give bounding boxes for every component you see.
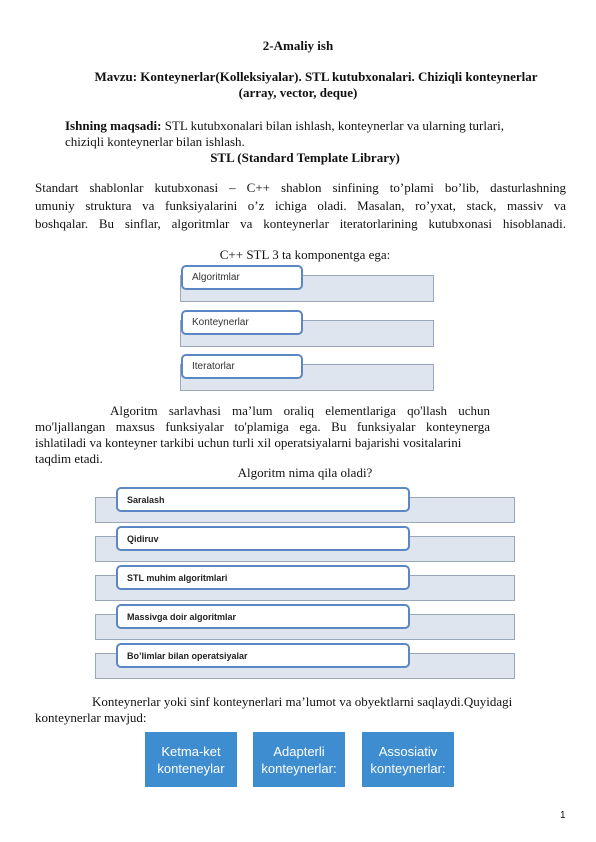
container-box-line1: Ketma-ket	[161, 743, 221, 759]
component-konteynerlar: Konteynerlar	[181, 310, 303, 335]
container-box-line2: konteneylar	[157, 760, 225, 776]
component-iteratorlar: Iteratorlar	[181, 354, 303, 379]
container-box-associative	[362, 732, 454, 787]
para1-line-2: umuniy struktura va funksiyalarini o’z ichiga oladi. Masalan, ro’yxat, stack, massiv va	[35, 198, 566, 213]
algo-item-stl-muhim: STL muhim algoritmlari	[116, 565, 410, 590]
para2-line-2: mo'ljallangan maxsus funksiyalar to'plamiga ega. Bu funksiyalar konteynerga	[35, 419, 490, 434]
stl-heading: STL (Standard Template Library)	[210, 150, 400, 165]
document-title: 2-Amaliy ish	[262, 38, 334, 53]
para1-line-1: Standart shablonlar kutubxonasi – C++ shablon sinfining to’plami bo’lib, dasturlashning	[35, 180, 566, 195]
goal-text-1: STL kutubxonalari bilan ishlash, konteynerlar va ularning turlari,	[161, 118, 504, 133]
container-box-adapter	[253, 732, 345, 787]
para2-line-4: taqdim etadi.	[35, 451, 103, 466]
components-caption: C++ STL 3 ta komponentga ega:	[219, 247, 391, 262]
para3-line-2: konteynerlar mavjud:	[35, 710, 147, 725]
algo-item-saralash: Saralash	[116, 487, 410, 512]
page-number: 1	[560, 810, 566, 821]
component-algoritmlar: Algoritmlar	[181, 265, 303, 290]
para2-line-3: ishlatiladi va konteyner tarkibi uchun turli xil operatsiyalarni bajarishi vositalarini	[35, 435, 462, 450]
para3-line-1: Konteynerlar yoki sinf konteynerlari ma’lumot va obyektlarni saqlaydi.Quyidagi	[92, 694, 513, 709]
container-box-line1: Assosiativ	[378, 743, 438, 759]
para1-line-3: boshqalar. Bu sinflar, algoritmlar va konteynerlar iteratorlarining kutubxonasi hisoblanadi.	[35, 216, 566, 231]
algo-item-qidiruv: Qidiruv	[116, 526, 410, 551]
topic-line-2: (array, vector, deque)	[238, 85, 358, 100]
algo-caption: Algoritm nima qila oladi?	[237, 465, 373, 480]
para2-line-1: Algoritm sarlavhasi ma’lum oraliq elementlariga qo'llash uchun	[110, 403, 490, 418]
algo-item-massivga: Massivga doir algoritmlar	[116, 604, 410, 629]
goal-label: Ishning maqsadi:	[65, 118, 162, 133]
container-box-line2: konteynerlar:	[370, 760, 446, 776]
goal-line-2: chiziqli konteynerlar bilan ishlash.	[65, 134, 245, 149]
container-box-line2: konteynerlar:	[261, 760, 337, 776]
container-box-line1: Adapterli	[273, 743, 325, 759]
container-box-sequential	[145, 732, 237, 787]
algo-item-bolimlar: Bo’limlar bilan operatsiyalar	[116, 643, 410, 668]
topic-line-1: Mavzu: Konteynerlar(Kolleksiyalar). STL kutubxonalari. Chiziqli konteynerlar	[94, 69, 538, 84]
goal-line-1	[65, 118, 565, 134]
